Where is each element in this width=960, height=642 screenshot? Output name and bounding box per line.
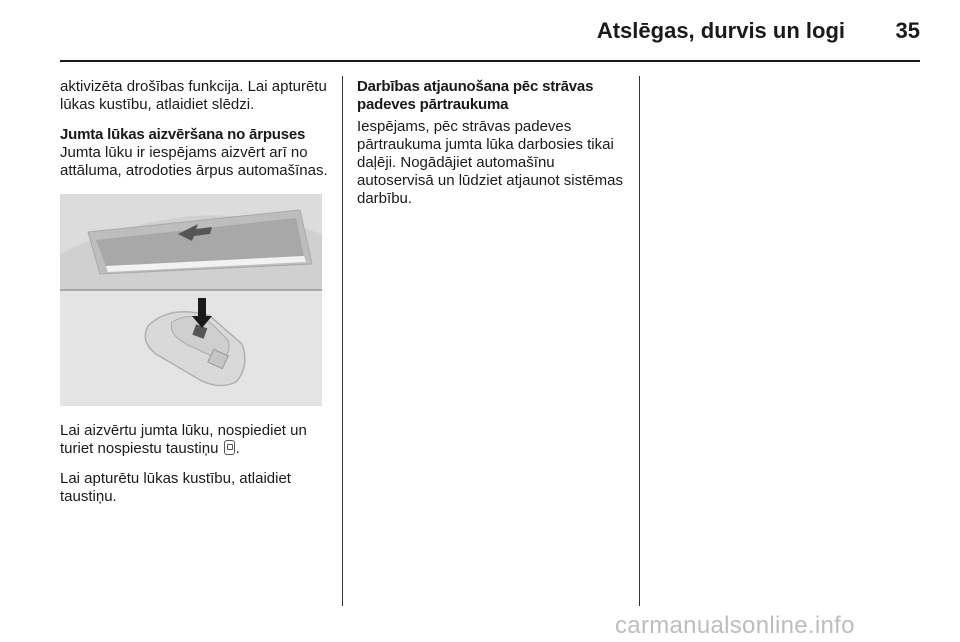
paragraph: Lai aizvērtu jumta lūku, nospiediet un turiet nospiestu taustiņu . [60,422,307,457]
page-header-title: Atslēgas, durvis un logi [596,18,845,43]
section-heading: Darbības atjaunošana pēc strāvas padeves pārtraukuma [357,78,594,113]
paragraph: Jumta lūku ir iespējams aizvērt arī no attāluma, atrodoties ārpus automašīnas. [60,144,328,179]
watermark: carmanualsonline.info [615,612,855,639]
column-divider-1 [342,76,343,606]
section-heading: Jumta lūkas aizvēršana no ārpuses [60,126,306,143]
page-number: 35 [895,18,920,43]
header-divider [60,60,920,62]
paragraph: Iespējams, pēc strāvas padeves pārtraukuma jumta lūka darbosies tikai daļēji. Nogādājiet automašīnu autoservisā un lūdziet atjaunot sistēmas darbību. [357,118,623,207]
illustration-remote-sunroof-close [60,194,322,406]
column-divider-2 [639,76,640,606]
illustration-svg [60,194,322,406]
column-2 [357,78,625,220]
paragraph: aktivizēta drošības funkcija. Lai apturētu lūkas kustību, atlaidiet slēdzi. [60,78,327,113]
sunroof-close-key-icon [224,440,235,455]
paragraph: Lai apturētu lūkas kustību, atlaidiet taustiņu. [60,470,291,505]
column-1 [60,78,328,518]
